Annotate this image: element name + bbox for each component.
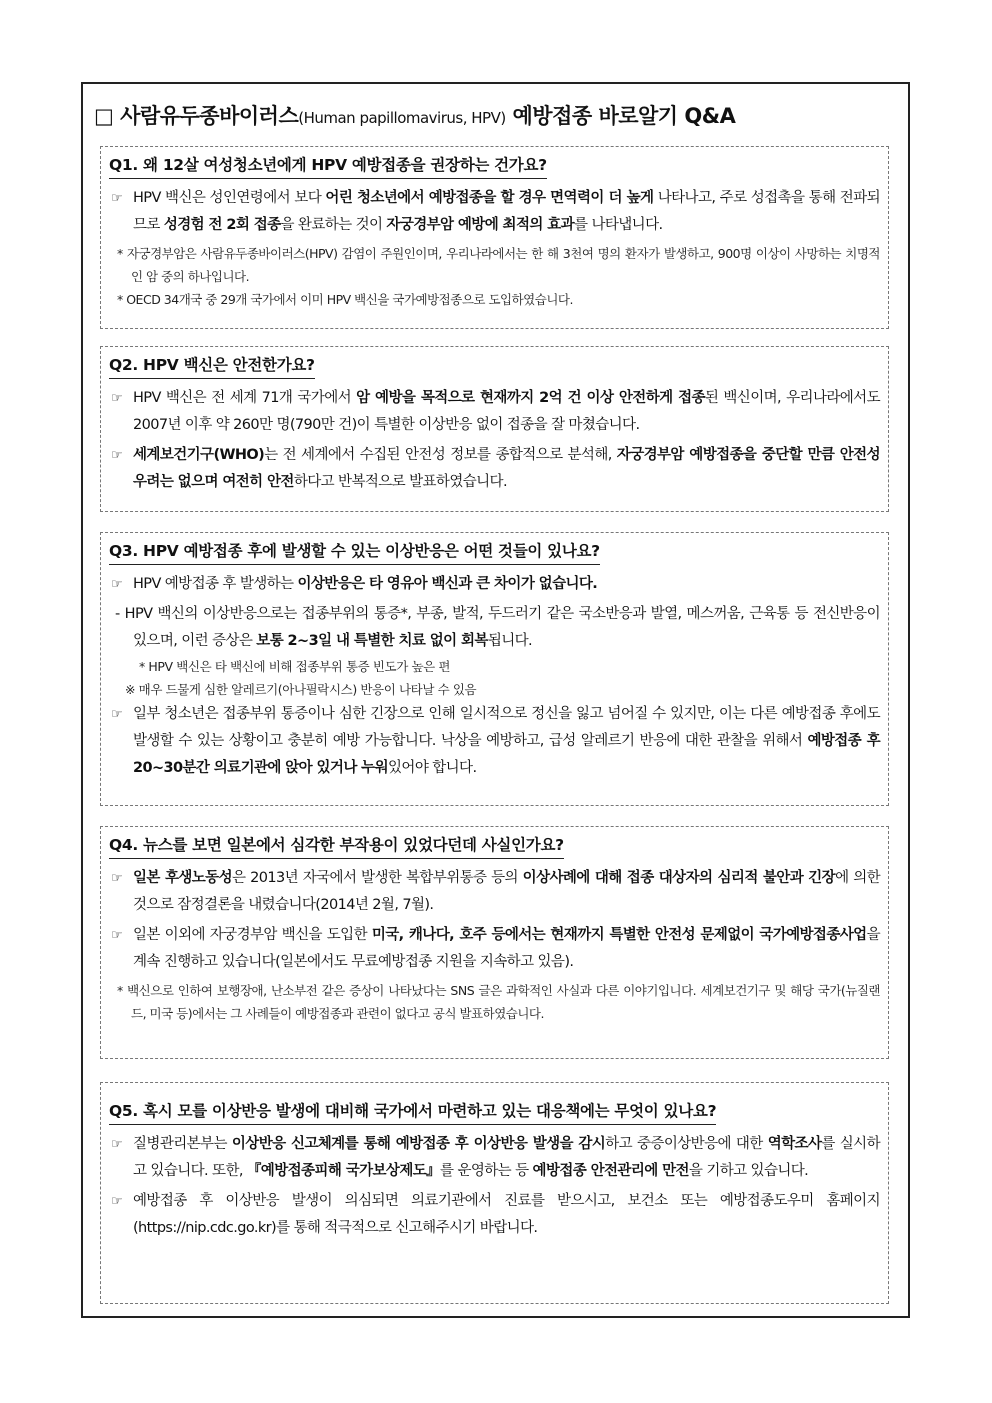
answer-bullet: [109, 701, 880, 782]
body-text: 예방접종 후 이상반응 발생이 의심되면 의료기관에서 진료를 받으시고, 보건소 또는 예방접종도우미 홈페이지(https://nip.cdc.go.kr)를 통해 적극적으로 신고해주시기 바랍니다.: [133, 1193, 880, 1236]
emphasis-text: 보통 2~3일 내 특별한 치료 없이 회복: [256, 633, 488, 649]
body-text: 있어야 합니다.: [388, 760, 477, 776]
question-title-q4: Q4. 뉴스를 보면 일본에서 심각한 부작용이 있었다던데 사실인가요?: [109, 833, 564, 859]
body-text: - HPV 백신의 이상반응으로는 접종부위의 통증*, 부종, 발적, 두드러기 같은 국소반응과 발열, 메스꺼움, 근육통 등 전신반응이 있으며, 이런 증상은: [115, 606, 880, 649]
answer-bullet: [109, 185, 880, 239]
body-text: HPV 예방접종 후 발생하는: [133, 576, 298, 592]
qa-box-q5: [100, 1082, 889, 1304]
pointing-hand-icon: ☞: [111, 448, 123, 463]
pointing-hand-icon: ☞: [111, 577, 123, 592]
answer-dash-item: [109, 601, 880, 655]
question-title-q1: Q1. 왜 12살 여성청소년에게 HPV 예방접종을 권장하는 건가요?: [109, 153, 547, 179]
footnote: ※ 매우 드물게 심한 알레르기(아나필락시스) 반응이 나타날 수 있음: [125, 682, 477, 697]
qa-box-q4: [100, 826, 889, 1059]
question-title-q5: Q5. 혹시 모를 이상반응 발생에 대비해 국가에서 마련하고 있는 대응책에는 무엇이 있나요?: [109, 1099, 716, 1125]
emphasis-text: 예방접종 후 20~30분간 의료기관에 앉아 있거나 누워: [133, 733, 881, 776]
body-text: 나타나고, 주로 성접촉을 통해 전파되므로: [133, 190, 881, 233]
emphasis-text: 성경험 전 2회 접종: [163, 217, 281, 233]
emphasis-text: 자궁경부암 예방에 최적의 효과: [386, 217, 575, 233]
pointing-hand-icon: ☞: [111, 871, 123, 886]
answer-bullet: [109, 1131, 880, 1185]
emphasis-text: 미국, 캐나다, 호주 등에서는 현재까지 특별한 안전성 문제없이 국가예방접종사업: [371, 927, 867, 943]
body-text: 된 백신이며, 우리나라에서도 2007년 이후 약 260만 명(790만 건)이 특별한 이상반응 없이 접종을 잘 마쳤습니다.: [133, 390, 880, 433]
body-text: 는 전 세계에서 수집된 안전성 정보를 종합적으로 분석해,: [264, 447, 617, 463]
body-text: 을 기하고 있습니다.: [688, 1163, 809, 1179]
document-title: [94, 100, 735, 130]
title-tail: 예방접종 바로알기 Q&A: [505, 104, 736, 128]
pointing-hand-icon: ☞: [111, 1137, 123, 1152]
body-text: 은 2013년 자국에서 발생한 복합부위통증 등의: [232, 870, 523, 886]
emphasis-text: 세계보건기구(WHO): [133, 447, 265, 463]
body-text: 질병관리본부는: [133, 1136, 232, 1152]
qa-box-q1: [100, 146, 889, 329]
answer-bullet: [109, 865, 880, 919]
emphasis-text: 어린 청소년에서 예방접종을 할 경우 면역력이 더 높게: [325, 190, 654, 206]
body-text: HPV 백신은 전 세계 71개 국가에서: [133, 390, 357, 406]
emphasis-text: 역학조사: [767, 1136, 822, 1152]
footnote: * HPV 백신은 타 백신에 비해 접종부위 통증 빈도가 높은 편: [139, 659, 451, 674]
qa-box-q2: [100, 346, 889, 512]
title-sub: (Human papillomavirus, HPV): [298, 109, 506, 127]
question-title-q3: Q3. HPV 예방접종 후에 발생할 수 있는 이상반응은 어떤 것들이 있나요?: [109, 539, 600, 565]
answer-bullet: [109, 385, 880, 439]
question-title-q2: Q2. HPV 백신은 안전한가요?: [109, 353, 315, 379]
emphasis-text: 자궁경부암 예방접종을 중단할 만큼 안전성 우려는 없으며 여전히 안전: [133, 447, 880, 490]
qa-box-q3: [100, 532, 889, 806]
footnote: * 자궁경부암은 사람유두종바이러스(HPV) 감염이 주원인이며, 우리나라에서는 한 해 3천여 명의 환자가 발생하고, 900명 이상이 사망하는 치명적인 암 중의 하나입니다.: [117, 246, 880, 284]
body-text: 일부 청소년은 접종부위 통증이나 심한 긴장으로 인해 일시적으로 정신을 잃고 넘어질 수 있지만, 이는 다른 예방접종 후에도 발생할 수 있는 상황이고 충분히 예방 가능합니다. 낙상을 예방하고, 급성 알레르기 반응에 대한 관찰을 위해서: [133, 706, 880, 749]
emphasis-text: 『예방접종피해 국가보상제도』: [246, 1163, 441, 1179]
body-text: 를 실시하고 있습니다. 또한,: [133, 1136, 880, 1179]
footnote: * OECD 34개국 중 29개 국가에서 이미 HPV 백신을 국가예방접종으로 도입하였습니다.: [117, 292, 573, 307]
pointing-hand-icon: ☞: [111, 1194, 123, 1209]
answer-bullet: [109, 442, 880, 496]
emphasis-text: 이상반응 신고체계를 통해 예방접종 후 이상반응 발생을 감시: [231, 1136, 606, 1152]
answer-bullet: [109, 1188, 880, 1242]
emphasis-text: 예방접종 안전관리에 만전: [532, 1163, 689, 1179]
body-text: 을 완료하는 것이: [280, 217, 387, 233]
body-text: 을 계속 진행하고 있습니다(일본에서도 무료예방접종 지원을 지속하고 있음).: [133, 927, 880, 970]
pointing-hand-icon: ☞: [111, 707, 123, 722]
body-text: 일본 이외에 자궁경부암 백신을 도입한: [133, 927, 372, 943]
pointing-hand-icon: ☞: [111, 191, 123, 206]
body-text: 됩니다.: [487, 633, 533, 649]
body-text: 를 운영하는 등: [440, 1163, 533, 1179]
emphasis-text: 이상반응은 타 영유아 백신과 큰 차이가 없습니다.: [297, 576, 598, 592]
pointing-hand-icon: ☞: [111, 928, 123, 943]
title-main: □ 사람유두종바이러스: [94, 104, 299, 128]
body-text: 하고 중증이상반응에 대한: [605, 1136, 768, 1152]
pointing-hand-icon: ☞: [111, 391, 123, 406]
body-text: 하다고 반복적으로 발표하였습니다.: [293, 474, 507, 490]
body-text: HPV 백신은 성인연령에서 보다: [133, 190, 326, 206]
emphasis-text: 암 예방을 목적으로 현재까지 2억 건 이상 안전하게 접종: [356, 390, 705, 406]
answer-bullet: [109, 571, 880, 598]
body-text: 에 의한 것으로 잠정결론을 내렸습니다(2014년 2월, 7월).: [133, 870, 881, 913]
body-text: 를 나타냅니다.: [574, 217, 663, 233]
emphasis-text: 이상사례에 대해 접종 대상자의 심리적 불안과 긴장: [522, 870, 836, 886]
emphasis-text: 일본 후생노동성: [133, 870, 232, 886]
answer-bullet: [109, 922, 880, 976]
footnote: * 백신으로 인하여 보행장애, 난소부전 같은 증상이 나타났다는 SNS 글은 과학적인 사실과 다른 이야기입니다. 세계보건기구 및 해당 국가(뉴질랜드, 미국 등)에서는 그 사례들이 예방접종과 관련이 없다고 공식 발표하였습니다.: [117, 983, 880, 1021]
